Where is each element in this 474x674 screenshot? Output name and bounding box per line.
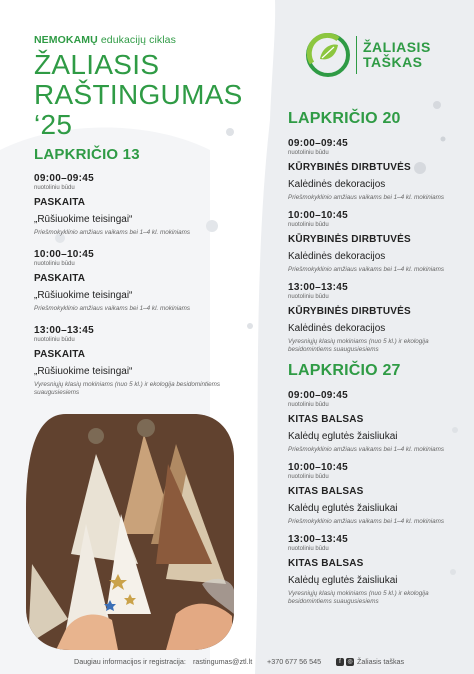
session-title: Kalėdų eglutės žaisliukai (288, 503, 398, 514)
facebook-icon[interactable]: f (336, 658, 344, 666)
session-item (288, 138, 464, 202)
logo-line-1: ŽALIASIS (363, 39, 431, 55)
kicker-rest: edukacijų ciklas (97, 34, 176, 46)
session-mode: nuotoliniu būdu (288, 474, 329, 480)
session-title: „Rūšiuokime teisingai“ (34, 366, 133, 377)
session-audience: Priešmokyklinio amžiaus vaikams bei 1–4 kl. mokiniams (34, 305, 191, 312)
session-mode: nuotoliniu būdu (288, 546, 329, 552)
session-title: Kalėdų eglutės žaisliukai (288, 575, 398, 586)
session-time: 13:00–13:45 (288, 282, 349, 293)
session-mode: nuotoliniu būdu (288, 150, 329, 156)
session-mode: nuotoliniu būdu (288, 402, 329, 408)
session-time: 09:00–09:45 (288, 390, 349, 401)
kicker (34, 34, 284, 46)
session-audience: Vyresniųjų klasių mokiniams (nuo 5 kl.) ir ekologija besidomintiems suaugusiesiems (34, 381, 221, 396)
session-type: KITAS BALSAS (288, 486, 364, 497)
footer-info: Daugiau informacijos ir registracija: (74, 657, 186, 666)
logo-line-2: TAŠKAS (363, 54, 423, 70)
recycle-leaf-icon (306, 33, 350, 77)
date-heading: LAPKRIČIO 13 (34, 146, 140, 163)
session-time: 13:00–13:45 (34, 325, 95, 336)
session-title: „Rūšiuokime teisingai“ (34, 290, 133, 301)
session-type: PASKAITA (34, 197, 86, 208)
session-audience: Priešmokyklinio amžiaus vaikams bei 1–4 kl. mokiniams (288, 446, 445, 453)
session-audience: Vyresniųjų klasių mokiniams (nuo 5 kl.) ir ekologija besidomintiems suaugusiesiems (288, 338, 429, 353)
logo-text (363, 40, 431, 70)
session-item (288, 534, 464, 606)
session-type: KITAS BALSAS (288, 558, 364, 569)
footer-email-link[interactable]: rastingumas@ztl.lt (193, 657, 253, 666)
logo (306, 32, 446, 78)
session-audience: Priešmokyklinio amžiaus vaikams bei 1–4 kl. mokiniams (34, 229, 191, 236)
session-item (288, 462, 464, 526)
session-title: Kalėdinės dekoracijos (288, 179, 386, 190)
session-mode: nuotoliniu būdu (288, 222, 329, 228)
footer-phone[interactable]: +370 677 56 545 (267, 657, 322, 666)
footer-social-name: Žaliasis taškas (357, 657, 405, 666)
header (34, 34, 284, 140)
session-mode: nuotoliniu būdu (34, 185, 75, 191)
craft-trees-photo (26, 414, 234, 650)
date-heading: LAPKRIČIO 20 (288, 110, 401, 127)
title-line-1: ŽALIASIS (34, 49, 160, 80)
session-time: 09:00–09:45 (34, 173, 95, 184)
session-title: Kalėdų eglutės žaisliukai (288, 431, 398, 442)
session-item (288, 390, 464, 454)
session-item (34, 173, 244, 237)
session-audience: Vyresniųjų klasių mokiniams (nuo 5 kl.) ir ekologija besidomintiems suaugusiesiems (288, 590, 429, 605)
date-heading: LAPKRIČIO 27 (288, 362, 401, 379)
session-audience: Priešmokyklinio amžiaus vaikams bei 1–4 kl. mokiniams (288, 194, 445, 201)
session-time: 13:00–13:45 (288, 534, 349, 545)
session-mode: nuotoliniu būdu (288, 294, 329, 300)
session-time: 10:00–10:45 (288, 462, 349, 473)
session-type: KITAS BALSAS (288, 414, 364, 425)
title-line-2: RAŠTINGUMAS ‘25 (34, 79, 243, 140)
session-item (34, 325, 244, 397)
session-audience: Priešmokyklinio amžiaus vaikams bei 1–4 kl. mokiniams (288, 266, 445, 273)
page-title (34, 50, 284, 140)
session-type: KŪRYBINĖS DIRBTUVĖS (288, 162, 411, 173)
session-title: Kalėdinės dekoracijos (288, 251, 386, 262)
session-type: KŪRYBINĖS DIRBTUVĖS (288, 234, 411, 245)
session-item (288, 210, 464, 274)
session-type: PASKAITA (34, 349, 86, 360)
schedule-nov-13 (34, 146, 244, 409)
schedule-nov-20-27 (288, 110, 464, 614)
session-title: „Rūšiuokime teisingai“ (34, 214, 133, 225)
session-item (34, 249, 244, 313)
session-type: KŪRYBINĖS DIRBTUVĖS (288, 306, 411, 317)
session-mode: nuotoliniu būdu (34, 261, 75, 267)
footer-social[interactable] (336, 657, 404, 666)
session-time: 09:00–09:45 (288, 138, 349, 149)
session-time: 10:00–10:45 (34, 249, 95, 260)
instagram-icon[interactable]: ◎ (347, 659, 353, 666)
session-time: 10:00–10:45 (288, 210, 349, 221)
session-audience: Priešmokyklinio amžiaus vaikams bei 1–4 kl. mokiniams (288, 518, 445, 525)
logo-separator (356, 36, 357, 74)
session-item (288, 282, 464, 354)
kicker-bold: NEMOKAMŲ (34, 34, 98, 46)
session-mode: nuotoliniu būdu (34, 337, 75, 343)
session-title: Kalėdinės dekoracijos (288, 323, 386, 334)
session-type: PASKAITA (34, 273, 86, 284)
